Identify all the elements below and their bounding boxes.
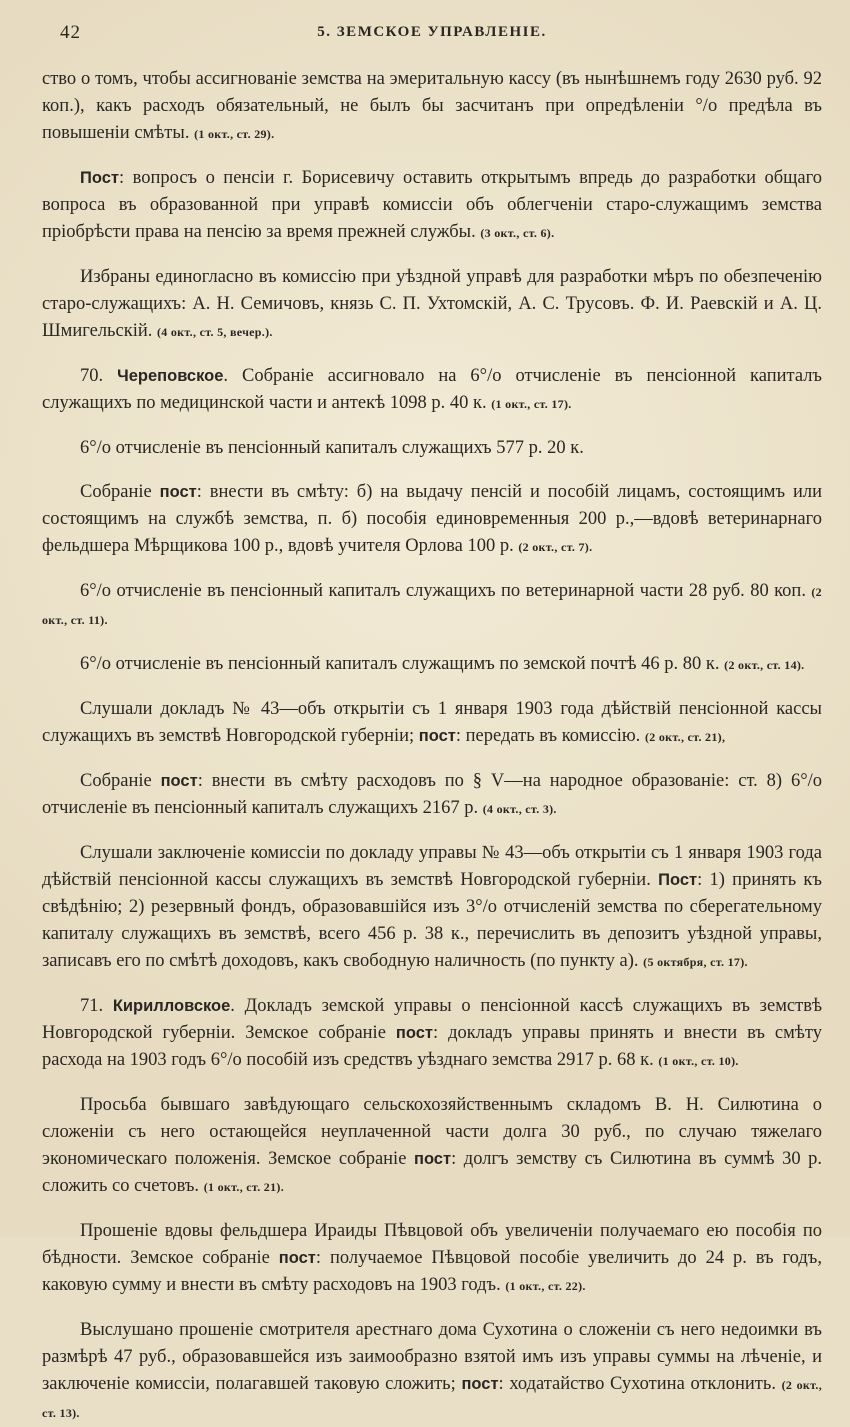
- running-head: [42, 22, 822, 52]
- paragraph-text: : вопросъ о пенсіи г. Борисевичу оставить открытымъ впредь до разработки общаго вопроса въ образованной при управѣ комиссіи объ облегченіи старо-служащимъ земства пріобрѣсти права на пенсію за время прежней службы.: [42, 168, 822, 242]
- citation-reference: (2 окт., ст. 11).: [42, 585, 822, 627]
- citation-reference: (1 окт., ст. 22).: [505, 1279, 586, 1293]
- citation-reference: (1 окт., ст. 21).: [203, 1180, 285, 1194]
- citation-reference: (1 окт., ст. 17).: [491, 397, 572, 411]
- page-number: 42: [60, 22, 81, 43]
- resolution-label: пост: [418, 727, 456, 745]
- citation-reference: (1 окт., ст. 29).: [194, 127, 275, 141]
- paragraph-text: 6°/о отчисленіе въ пенсіонный капиталъ служащихъ по ветеринарной части 28 руб. 80 коп.: [80, 581, 812, 601]
- paragraph-text: : внести въ смѣту: б) на выдачу пенсій и пособій лицамъ, состоящимъ или состоящимъ на службѣ земства, п. б) пособія единовременныя 200 р.,—вдовѣ ветеринарнаго фельдшера Мѣрщикова 100 р., вдовѣ учителя Орлова 100 р.: [42, 482, 822, 556]
- paragraph-text: : передать въ комиссію.: [455, 726, 645, 746]
- paragraph-text: 71.: [80, 996, 113, 1016]
- paragraph: [42, 1317, 822, 1427]
- paragraph-text: : 1) принять къ свѣдѣнію; 2) резервный фондъ, образовавшійся изъ 3°/о отчисленій земства по сберегательному капиталу служащихъ въ земствѣ, всего 456 р. 38 к., перечислить въ депозитъ уѣздной управы, записавъ его по смѣтѣ доходовъ, какъ свободную наличность (по пункту а).: [42, 870, 822, 971]
- resolution-label: пост: [413, 1150, 452, 1168]
- paragraph-text: : получаемое Пѣвцовой пособіе увеличить до 24 р. въ годъ, каковую сумму и внести въ смѣту расходовъ на 1903 годъ.: [42, 1248, 822, 1295]
- paragraph: [42, 993, 822, 1075]
- resolution-label: Пост: [80, 169, 119, 187]
- paragraph-text: . Собраніе ассигновало на 6°/о отчисленіе въ пенсіонной капиталъ служащихъ по медицинской части и антекѣ 1098 р. 40 к.: [42, 366, 822, 413]
- paragraph-text: Избраны единогласно въ комиссію при уѣздной управѣ для разработки мѣръ по обезпеченію старо-служащихъ: А. Н. Семичовъ, князь С. П. Ухтомскій, А. С. Трусовъ. Ф. И. Раевскій и А. Ц. Шмигельскій.: [42, 267, 822, 341]
- paragraph-text: Слушали докладъ № 43—объ открытіи съ 1 января 1903 года дѣйствій пенсіонной кассы служащихъ въ земствѣ Новгородской губерніи;: [42, 699, 822, 746]
- paragraph-text: : ходатайство Сухотина отклонить.: [498, 1374, 782, 1394]
- paragraph-text: . Докладъ земской управы о пенсіонной кассѣ служащихъ въ земствѣ Новгородской губерніи. Земское собраніе: [42, 996, 822, 1043]
- district-heading: Кирилловское: [112, 997, 231, 1015]
- section-title: 5. ЗЕМСКОЕ УПРАВЛЕНІЕ.: [317, 24, 547, 40]
- citation-reference: (2 окт., ст. 7).: [518, 540, 593, 554]
- citation-reference: (4 окт., ст. 3).: [482, 802, 557, 816]
- district-heading: Череповское: [117, 367, 224, 385]
- paragraph: [42, 768, 822, 823]
- paragraph: [42, 479, 822, 561]
- citation-reference: (2 окт., ст. 14).: [724, 658, 805, 672]
- paragraph-text: Просьба бывшаго завѣдующаго сельскохозяйственнымъ складомъ В. Н. Силютина о сложеніи съ него остающейся неуплаченной части долга 30 руб., по случаю тяжелаго экономическаго положенія. Земское собраніе: [42, 1095, 822, 1169]
- resolution-label: пост: [159, 483, 197, 501]
- citation-reference: (2 окт., ст. 13).: [42, 1378, 822, 1420]
- paragraph-text: Собраніе: [80, 771, 161, 791]
- paragraph: [42, 578, 822, 634]
- paragraph: [42, 651, 822, 679]
- paragraph: [42, 66, 822, 148]
- paragraph-text: Выслушано прошеніе смотрителя арестнаго дома Сухотина о сложеніи съ него недоимки въ размѣрѣ 47 руб., образовавшейся изъ заимообразно взятой имъ изъ управы суммы на лѣченіе, и заключеніе комиссіи, полагавшей таковую сложить;: [42, 1320, 822, 1394]
- paragraph: [42, 165, 822, 247]
- paragraph-text: : докладъ управы принять и внести въ смѣту расхода на 1903 годъ 6°/о пособій изъ средствъ уѣзднаго земства 2917 р. 68 к.: [42, 1023, 822, 1070]
- citation-reference: (2 окт., ст. 21),: [644, 730, 726, 744]
- paragraph-text: 6°/о отчисленіе въ пенсіонный капиталъ служащихъ 577 р. 20 к.: [80, 438, 584, 458]
- citation-reference: (5 октября, ст. 17).: [643, 955, 748, 969]
- resolution-label: пост: [461, 1375, 499, 1393]
- resolution-label: пост: [395, 1024, 433, 1042]
- paragraph-text: 70.: [80, 366, 118, 386]
- resolution-label: пост: [160, 772, 198, 790]
- paragraph: [42, 363, 822, 418]
- paragraph-text: Слушали заключеніе комиссіи по докладу управы № 43—объ открытіи съ 1 января 1903 года дѣйствій пенсіонной кассы служащихъ въ земствѣ Новгородской губерніи.: [42, 843, 822, 890]
- paragraph: [42, 435, 822, 462]
- document-body: [42, 66, 822, 1427]
- paragraph: [42, 1092, 822, 1201]
- paragraph-text: : долгъ земству съ Силютина въ суммѣ 30 р. сложить со счетовъ.: [42, 1149, 823, 1196]
- paragraph-text: Прошеніе вдовы фельдшера Ираиды Пѣвцовой объ увеличеніи получаемаго ею пособія по бѣдности. Земское собраніе: [42, 1221, 822, 1268]
- paragraph-text: 6°/о отчисленіе въ пенсіонный капиталъ служащимъ по земской почтѣ 46 р. 80 к.: [80, 654, 725, 674]
- paragraph-text: : внести въ смѣту расходовъ по § V—на народное образованіе: ст. 8) 6°/о отчисленіе въ пенсіонный капиталъ служащихъ 2167 р.: [42, 771, 822, 818]
- paragraph-text: Собраніе: [80, 482, 160, 502]
- resolution-label: пост: [278, 1249, 316, 1267]
- paragraph: [42, 1218, 822, 1300]
- paragraph-text: ство о томъ, чтобы ассигнованіе земства на эмеритальную кассу (въ нынѣшнемъ году 2630 руб. 92 коп.), какъ расходъ обязательный, не былъ бы засчитанъ при опредѣленіи °/о предѣла въ повышеніи смѣты.: [42, 69, 822, 143]
- paragraph: [42, 840, 822, 976]
- citation-reference: (1 окт., ст. 10).: [658, 1054, 739, 1068]
- resolution-label: Пост: [658, 871, 698, 889]
- paragraph: [42, 264, 822, 346]
- citation-reference: (4 окт., ст. 5, вечер.).: [156, 325, 273, 339]
- paragraph: [42, 696, 822, 751]
- citation-reference: (3 окт., ст. 6).: [480, 226, 555, 240]
